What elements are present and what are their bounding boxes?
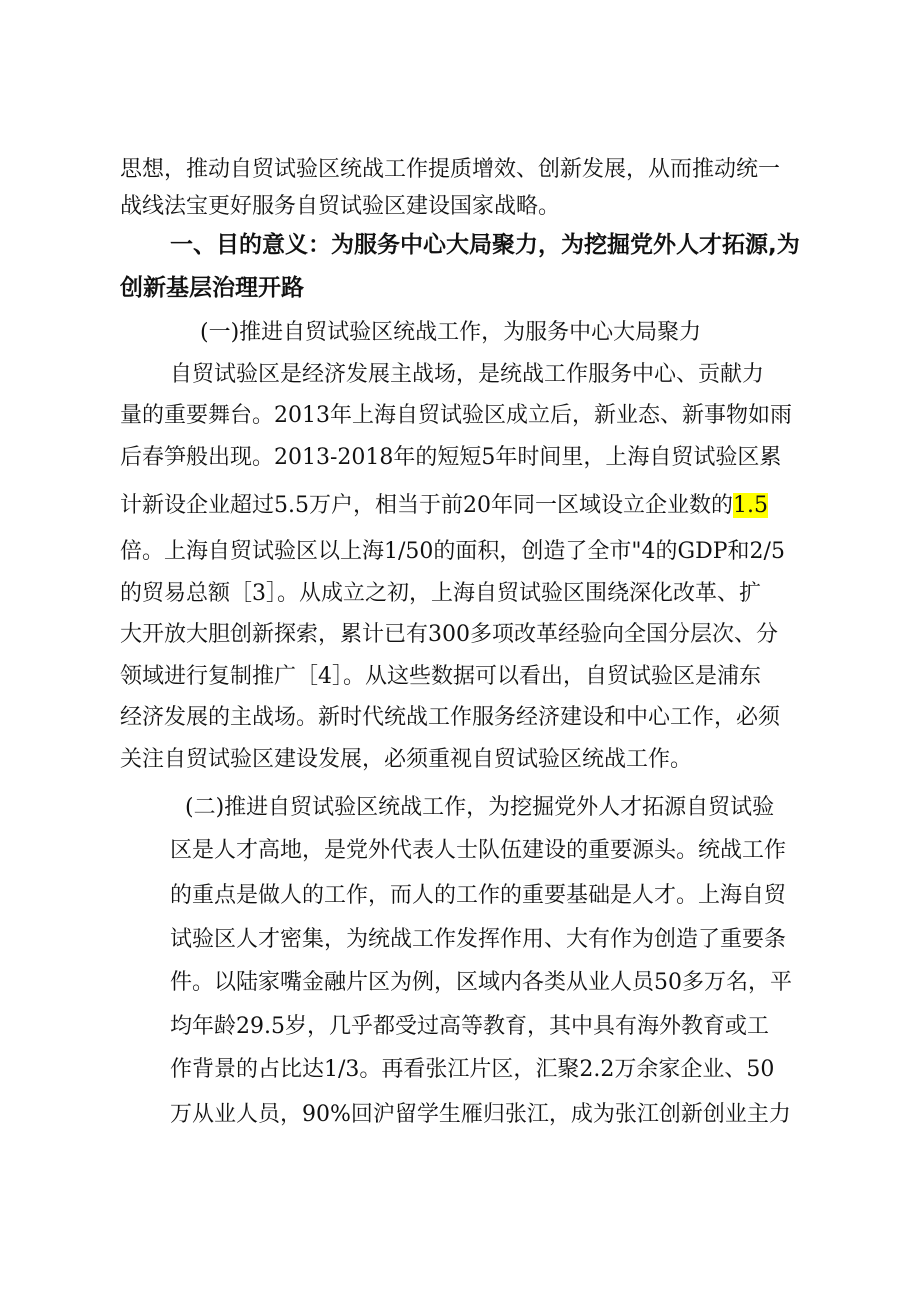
section-heading-line-2: 创新基层治理开路 <box>120 275 304 301</box>
paragraph-1-line-3: 后春笋般出现。2013-2018年的短短5年时间里，上海自贸试验区累 <box>120 445 782 470</box>
paragraph-2-line-6: 均年龄29.5岁，几乎都受过高等教育，其中具有海外教育或工 <box>170 1014 769 1039</box>
paragraph-1-line-4 <box>120 491 768 521</box>
subsection-1-title: (一)推进自贸试验区统战工作，为服务中心大局聚力 <box>200 320 702 345</box>
paragraph-2-line-3: 的重点是做人的工作，而人的工作的重要基础是人才。上海自贸 <box>170 883 787 908</box>
paragraph-1-line-5: 倍。上海自贸试验区以上海1/50的面积，创造了全市"4的GDP和2/5 <box>120 539 785 564</box>
paragraph-2-line-8: 万从业人员，90%回沪留学生雁归张江，成为张江创新创业主力 <box>170 1102 791 1127</box>
paragraph-1-line-1: 自贸试验区是经济发展主战场，是统战工作服务中心、贡献力 <box>170 362 765 387</box>
paragraph-1-line-10: 关注自贸试验区建设发展，必须重视自贸试验区统战工作。 <box>120 747 693 772</box>
paragraph-1-line-9: 经济发展的主战场。新时代统战工作服务经济建设和中心工作，必须 <box>120 705 781 730</box>
paragraph-1-line-4-text: 计新设企业超过5.5万户，相当于前20年同一区域设立企业数的 <box>120 493 733 518</box>
paragraph-1-line-7: 大开放大胆创新探索，累计已有300多项改革经验向全国分层次、分 <box>120 622 778 647</box>
intro-line-2: 战线法宝更好服务自贸试验区建设国家战略。 <box>120 194 561 219</box>
highlighted-number: 1.5 <box>732 493 768 518</box>
section-heading-line-1: 一、目的意义：为服务中心大局聚力，为挖掘党外人才拓源,为 <box>170 232 800 258</box>
paragraph-1-line-2: 量的重要舞台。2013年上海自贸试验区成立后，新业态、新事物如雨 <box>120 403 792 428</box>
paragraph-2-line-1: (二)推进自贸试验区统战工作，为挖掘党外人才拓源自贸试验 <box>185 795 775 820</box>
paragraph-2-line-2: 区是人才高地，是党外代表人士队伍建设的重要源头。统战工作 <box>170 838 787 863</box>
intro-line-1: 思想，推动自贸试验区统战工作提质增效、创新发展，从而推动统一 <box>120 157 781 182</box>
paragraph-2-line-7: 作背景的占比达1/3。再看张江片区，汇聚2.2万余家企业、50 <box>170 1057 775 1082</box>
paragraph-2-line-4: 试验区人才密集，为统战工作发挥作用、大有作为创造了重要条 <box>170 927 787 952</box>
paragraph-1-line-8: 领域进行复制推广［4］。从这些数据可以看出，自贸试验区是浦东 <box>120 664 761 689</box>
paragraph-1-line-6: 的贸易总额［3］。从成立之初，上海自贸试验区围绕深化改革、扩 <box>120 581 761 606</box>
paragraph-2-line-5: 件。以陆家嘴金融片区为例，区域内各类从业人员50多万名，平 <box>170 970 792 995</box>
